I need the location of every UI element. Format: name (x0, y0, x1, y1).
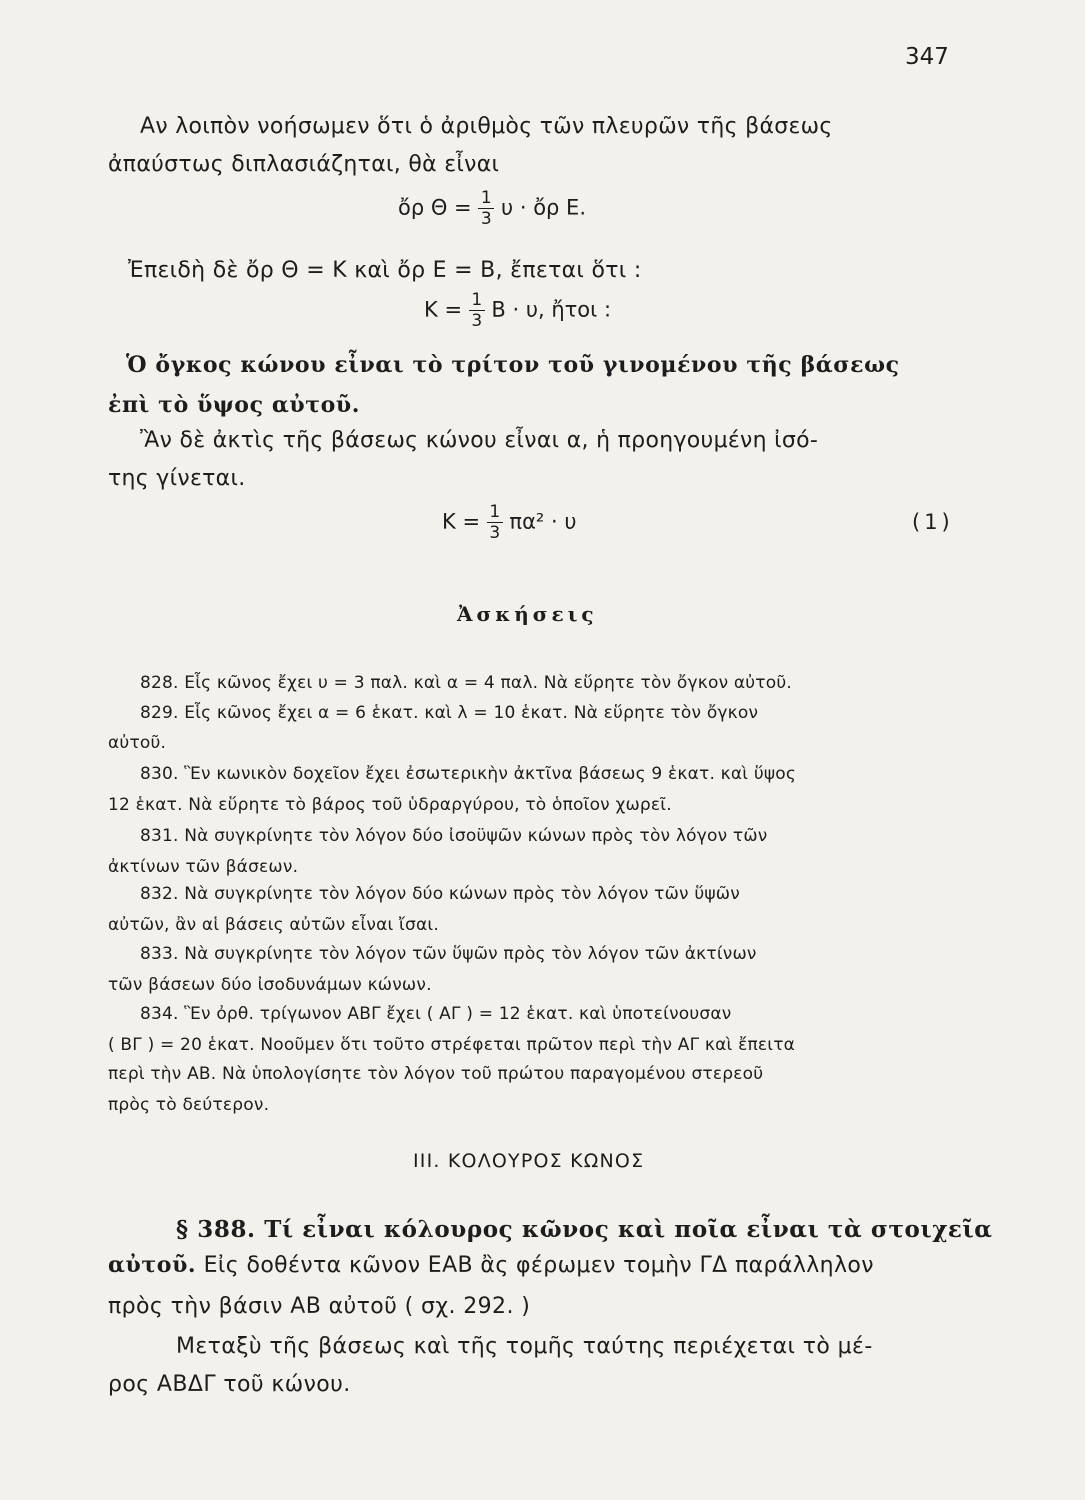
exercise-line: 833. Νὰ συγκρίνητε τὸν λόγον τῶν ὕψῶν πρὸς τὸν λόγον τῶν ἀκτίνων (140, 944, 757, 964)
exercises-title: Ἀσκήσεις (457, 602, 598, 626)
fraction-denominator: 3 (471, 311, 483, 331)
formula-lhs: Κ = (424, 297, 463, 322)
formula-cone-volume (424, 290, 611, 331)
exercise-line: ( ΒΓ ) = 20 ἑκατ. Νοοῦμεν ὅτι τοῦτο στρέφεται πρῶτον περὶ τὴν ΑΓ καὶ ἔπειτα (108, 1035, 796, 1055)
formula-rhs: πα² · υ (509, 509, 577, 534)
fraction-denominator: 3 (489, 523, 501, 543)
fraction-denominator: 3 (480, 209, 492, 229)
paragraph-line: Αν λοιπὸν νοήσωμεν ὅτι ὁ ἀριθμὸς τῶν πλευρῶν τῆς βάσεως (140, 114, 833, 139)
exercise-line: πρὸς τὸ δεύτερον. (108, 1095, 270, 1115)
fraction-one-third (469, 290, 485, 331)
exercise-line: 834. Ἓν ὀρθ. τρίγωνον ΑΒΓ ἔχει ( ΑΓ ) = 12 ἑκατ. καὶ ὑποτείνουσαν (140, 1004, 732, 1024)
fraction-numerator: 1 (480, 188, 492, 208)
page-number: 347 (905, 44, 949, 70)
formula-lhs: ὄρ Θ = (398, 195, 472, 220)
formula-cone-volume-radius (442, 502, 577, 543)
fraction-one-third (478, 188, 494, 229)
section-heading: III. ΚΟΛΟΥΡΟΣ ΚΩΝΟΣ (413, 1150, 645, 1172)
paragraph-line: Ἂν δὲ ἀκτὶς τῆς βάσεως κώνου εἶναι α, ἡ προηγουμένη ἰσό- (140, 428, 819, 453)
section-388-title: § 388. Τί εἶναι κόλουρος κῶνος καὶ ποῖα εἶναι τὰ στοιχεῖα (176, 1216, 993, 1243)
fraction-numerator: 1 (471, 290, 483, 310)
exercise-line: 830. Ἓν κωνικὸν δοχεῖον ἔχει ἐσωτερικὴν ἀκτῖνα βάσεως 9 ἑκατ. καὶ ὕψος (140, 764, 797, 784)
paragraph-line: της γίνεται. (108, 466, 246, 491)
equation-number: (1) (912, 510, 954, 534)
exercise-line: 12 ἑκατ. Νὰ εὕρητε τὸ βάρος τοῦ ὑδραργύρου, τὸ ὁποῖον χωρεῖ. (108, 795, 672, 815)
exercise-line: 831. Νὰ συγκρίνητε τὸν λόγον δύο ἰσοϋψῶν κώνων πρὸς τὸν λόγον τῶν (140, 826, 768, 846)
exercise-line: 829. Εἷς κῶνος ἔχει α = 6 ἑκατ. καὶ λ = 10 ἑκατ. Νὰ εὕρητε τὸν ὄγκον (140, 703, 759, 723)
section-388-line (108, 1252, 874, 1278)
formula-rhs: υ · ὄρ Ε. (501, 195, 587, 220)
formula-rhs: Β · υ, ἤτοι : (491, 297, 612, 322)
section-388-text: Εἰς δοθέντα κῶνον ΕΑΒ ἂς φέρωμεν τομὴν ΓΔ παράλληλον (203, 1253, 874, 1278)
fraction-one-third (487, 502, 503, 543)
section-388-line: πρὸς τὴν βάσιν ΑΒ αὐτοῦ ( σχ. 292. ) (108, 1294, 531, 1319)
paragraph-line: Ἐπειδὴ δὲ ὄρ Θ = Κ καὶ ὄρ Ε = Β, ἔπεται ὅτι : (128, 258, 642, 283)
fraction-numerator: 1 (489, 502, 501, 522)
exercise-line: αὐτῶν, ἂν αἱ βάσεις αὐτῶν εἶναι ἴσαι. (108, 915, 439, 935)
formula-lhs: Κ = (442, 509, 481, 534)
section-388-line: Μεταξὺ τῆς βάσεως καὶ τῆς τομῆς ταύτης περιέχεται τὸ μέ- (176, 1334, 873, 1359)
exercise-line: 828. Εἷς κῶνος ἔχει υ = 3 παλ. καὶ α = 4 παλ. Νὰ εὕρητε τὸν ὄγκον αὐτοῦ. (140, 673, 792, 693)
section-388-title-end: αὐτοῦ. (108, 1252, 197, 1278)
exercise-line: ἀκτίνων τῶν βάσεων. (108, 857, 299, 877)
exercise-line: 832. Νὰ συγκρίνητε τὸν λόγον δύο κώνων πρὸς τὸν λόγον τῶν ὕψῶν (140, 884, 740, 904)
exercise-line: αὐτοῦ. (108, 733, 167, 753)
theorem-line: Ὁ ὄγκος κώνου εἶναι τὸ τρίτον τοῦ γινομένου τῆς βάσεως (126, 352, 900, 378)
formula-volume-limit (398, 188, 586, 229)
exercise-line: τῶν βάσεων δύο ἰσοδυνάμων κώνων. (108, 975, 432, 995)
theorem-line: ἐπὶ τὸ ὕψος αὐτοῦ. (108, 392, 361, 418)
paragraph-line: ἀπαύστως διπλασιάζηται, θὰ εἶναι (108, 152, 500, 177)
section-388-line: ρος ΑΒΔΓ τοῦ κώνου. (108, 1372, 351, 1397)
exercise-line: περὶ τὴν ΑΒ. Νὰ ὑπολογίσητε τὸν λόγον τοῦ πρώτου παραγομένου στερεοῦ (108, 1064, 764, 1084)
